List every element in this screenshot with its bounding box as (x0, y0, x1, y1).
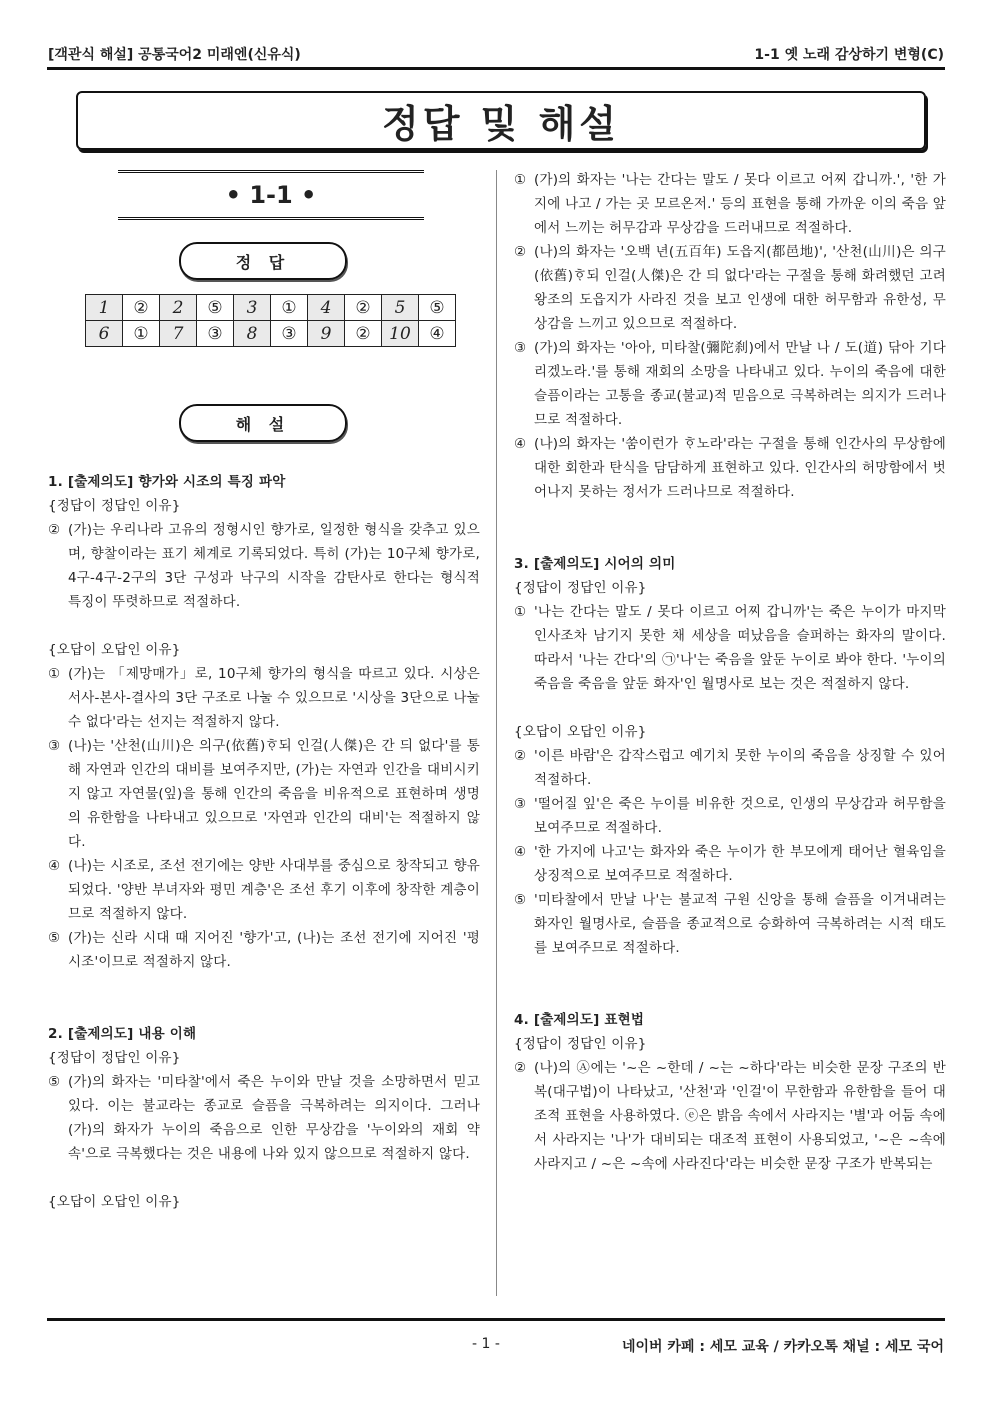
item-text: (가)는 신라 시대 때 지어진 '향가'고, (나)는 조선 전기에 지어진 '평시조'이므로 적절하지 않다. (68, 930, 480, 970)
answer-value: ① (271, 295, 308, 321)
item-text: (나)의 화자는 '오백 년(五百年) 도읍지(都邑地)', '산천(山川)은 의구(依舊)ᄒᆞ되 인걸(人傑)은 간 듸 없다'라는 구절을 통해 화려했던 고려 왕조의 도읍지가 사라진 것을 보고 인생에 대한 허무함과 유한성, 무상감을 느끼고 있으므로 적절하다. (534, 244, 946, 332)
answer-row (86, 321, 456, 347)
answer-value: ③ (271, 321, 308, 347)
header-rule (47, 67, 945, 70)
item-mark: ② (514, 244, 527, 260)
explanation-item (48, 854, 480, 926)
left-column (48, 470, 480, 1214)
explanation-item (48, 1070, 480, 1166)
question-number: 8 (234, 321, 271, 347)
question-number: 7 (160, 321, 197, 347)
explanation-item (514, 432, 946, 504)
answer-value: ① (123, 321, 160, 347)
item-mark: ② (514, 748, 527, 764)
explanation-item (514, 888, 946, 960)
item-mark: ① (48, 666, 61, 682)
explanation-item (48, 926, 480, 974)
section-heading: • 1-1 • (118, 170, 424, 220)
question-2-heading: 2. [출제의도] 내용 이해 (48, 1026, 197, 1042)
item-text: (가)의 화자는 '아아, 미타찰(彌陀刹)에서 만날 나 / 도(道) 닦아 기다리겠노라.'를 통해 재회의 소망을 나타내고 있다. 누이의 죽음에 대한 슬픔이라는 고통을 종교(불교)적 믿음으로 극복하려는 의지가 드러나므로 적절하다. (534, 340, 946, 428)
question-number: 5 (382, 295, 419, 321)
question-3-heading: 3. [출제의도] 시어의 의미 (514, 556, 676, 572)
question-number: 1 (86, 295, 123, 321)
item-mark: ③ (514, 340, 527, 356)
question-number: 4 (308, 295, 345, 321)
column-divider (496, 170, 497, 1296)
item-mark: ① (514, 172, 527, 188)
item-mark: ② (48, 522, 61, 538)
answer-table (85, 294, 456, 347)
question-number: 9 (308, 321, 345, 347)
answer-value: ⑤ (197, 295, 234, 321)
item-text: (나)의 Ⓐ에는 '~은 ~한데 / ~는 ~하다'라는 비슷한 문장 구조의 반복(대구법)이 나타났고, '산천'과 '인걸'이 무한함과 유한함을 들어 대조적 표현을 사용하였다. ⓔ은 밝음 속에서 사라지는 '별'과 어둠 속에서 사라지는 '나'가 대비되는 대조적 표현이 사용되었고, '~은 ~속에 사라지고 / ~은 ~속에 사라진다'라는 비슷한 문장 구조가 반복되는 (534, 1060, 946, 1172)
explanation-item (48, 518, 480, 614)
answer-label: 정 답 (179, 242, 347, 280)
explanation-item (514, 840, 946, 888)
question-1-heading: 1. [출제의도] 향가와 시조의 특징 파악 (48, 474, 286, 490)
explanation-item (514, 1056, 946, 1176)
item-mark: ③ (514, 796, 527, 812)
question-number: 3 (234, 295, 271, 321)
answer-value: ② (345, 321, 382, 347)
correct-reason-label: {정답이 정답인 이유} (48, 1050, 181, 1066)
answer-value: ④ (419, 321, 456, 347)
answer-value: ③ (197, 321, 234, 347)
item-mark: ③ (48, 738, 61, 754)
header-left: [객관식 해설] 공통국어2 미래엔(신유식) (48, 47, 301, 63)
page-title: 정답 및 해설 (76, 91, 926, 150)
footer-rule (47, 1318, 945, 1321)
item-text: '미타찰에서 만날 나'는 불교적 구원 신앙을 통해 슬픔을 이겨내려는 화자인 월명사로, 슬픔을 종교적으로 승화하여 극복하려는 시적 태도를 보여주므로 적절하다. (534, 892, 946, 956)
item-mark: ② (514, 1060, 527, 1076)
answer-value: ② (123, 295, 160, 321)
wrong-reason-label: {오답이 오답인 이유} (48, 642, 181, 658)
explanation-label: 해 설 (179, 404, 347, 442)
explanation-item (514, 168, 946, 240)
page-number: - 1 - (472, 1336, 500, 1352)
question-number: 2 (160, 295, 197, 321)
item-mark: ④ (514, 844, 527, 860)
item-text: '나는 간다는 말도 / 못다 이르고 어찌 갑니까'는 죽은 누이가 마지막 인사조차 남기지 못한 채 세상을 떠났음을 슬퍼하는 화자의 말이다. 따라서 '나는 간다'의 ㉠'나'는 죽음을 앞둔 누이로 봐야 한다. '누이의 죽음을 죽음을 앞둔 화자'인 월명사로 보는 것은 적절하지 않다. (534, 604, 946, 692)
answer-value: ② (345, 295, 382, 321)
question-4-heading: 4. [출제의도] 표현법 (514, 1012, 645, 1028)
correct-reason-label: {정답이 정답인 이유} (514, 580, 647, 596)
explanation-item (48, 662, 480, 734)
explanation-item (514, 336, 946, 432)
item-mark: ⑤ (514, 892, 527, 908)
answer-value: ⑤ (419, 295, 456, 321)
header-right: 1-1 옛 노래 감상하기 변형(C) (754, 47, 944, 63)
item-text: (가)는 「제망매가」로, 10구체 향가의 형식을 따르고 있다. 시상은 서사-본사-결사의 3단 구조로 나눌 수 있으므로 '시상을 3단으로 나눌 수 없다'라는 선지는 적절하지 않다. (68, 666, 480, 730)
footer-credit: 네이버 카페 : 세모 교육 / 카카오톡 채널 : 세모 국어 (621, 1339, 944, 1355)
item-mark: ⑤ (48, 1074, 61, 1090)
item-text: '이른 바람'은 갑작스럽고 예기치 못한 누이의 죽음을 상징할 수 있어 적절하다. (534, 748, 946, 788)
right-column (514, 168, 946, 1176)
explanation-item (48, 734, 480, 854)
explanation-item (514, 744, 946, 792)
answer-row (86, 295, 456, 321)
correct-reason-label: {정답이 정답인 이유} (514, 1036, 647, 1052)
item-text: '한 가지에 나고'는 화자와 죽은 누이가 한 부모에게 태어난 혈육임을 상징적으로 보여주므로 적절하다. (534, 844, 946, 884)
item-mark: ① (514, 604, 527, 620)
item-text: (가)의 화자는 '나는 간다는 말도 / 못다 이르고 어찌 갑니까.', '한 가지에 나고 / 가는 곳 모르온저.' 등의 표현을 통해 가까운 이의 죽음 앞에서 느끼는 허무감과 무상감을 드러내므로 적절하다. (534, 172, 946, 236)
item-text: (가)의 화자는 '미타찰'에서 죽은 누이와 만날 것을 소망하면서 믿고 있다. 이는 불교라는 종교로 슬픔을 극복하려는 의지이다. 그러나 (가)의 화자가 누이의 죽음으로 인한 무상감을 '누이와의 재회 약속'으로 극복했다는 것은 내용에 나와 있지 않으므로 적절하지 않다. (68, 1074, 480, 1162)
explanation-item (514, 600, 946, 696)
wrong-reason-label: {오답이 오답인 이유} (48, 1194, 181, 1210)
item-text: (나)는 시조로, 조선 전기에는 양반 사대부를 중심으로 창작되고 향유되었다. '양반 부녀자와 평민 계층'은 조선 후기 이후에 창작한 계층이므로 적절하지 않다. (68, 858, 480, 922)
item-text: (나)는 '산천(山川)은 의구(依舊)ᄒᆞ되 인걸(人傑)은 간 듸 없다'를 통해 자연과 인간의 대비를 보여주지만, (가)는 자연과 인간을 대비시키지 않고 자연물(잎)을 통해 인간의 죽음을 비유적으로 표현하며 생명의 유한함을 나타내고 있으므로 '자연과 인간의 대비'는 적절하지 않다. (68, 738, 480, 850)
correct-reason-label: {정답이 정답인 이유} (48, 498, 181, 514)
item-mark: ④ (48, 858, 61, 874)
explanation-item (514, 792, 946, 840)
wrong-reason-label: {오답이 오답인 이유} (514, 724, 647, 740)
item-mark: ⑤ (48, 930, 61, 946)
explanation-item (514, 240, 946, 336)
item-text: (나)의 화자는 '쑴이런가 ᄒᆞ노라'라는 구절을 통해 인간사의 무상함에 대한 회한과 탄식을 담담하게 표현하고 있다. 인간사의 허망함에서 벗어나지 못하는 정서가 드러나므로 적절하다. (534, 436, 946, 500)
item-text: (가)는 우리나라 고유의 정형시인 향가로, 일정한 형식을 갖추고 있으며, 향찰이라는 표기 체계로 기록되었다. 특히 (가)는 10구체 향가로, 4구-4구-2구의 3단 구성과 낙구의 시작을 감탄사로 한다는 형식적 특징이 뚜렷하므로 적절하다. (68, 522, 480, 610)
question-number: 10 (382, 321, 419, 347)
item-mark: ④ (514, 436, 527, 452)
item-text: '떨어질 잎'은 죽은 누이를 비유한 것으로, 인생의 무상감과 허무함을 보여주므로 적절하다. (534, 796, 946, 836)
question-number: 6 (86, 321, 123, 347)
